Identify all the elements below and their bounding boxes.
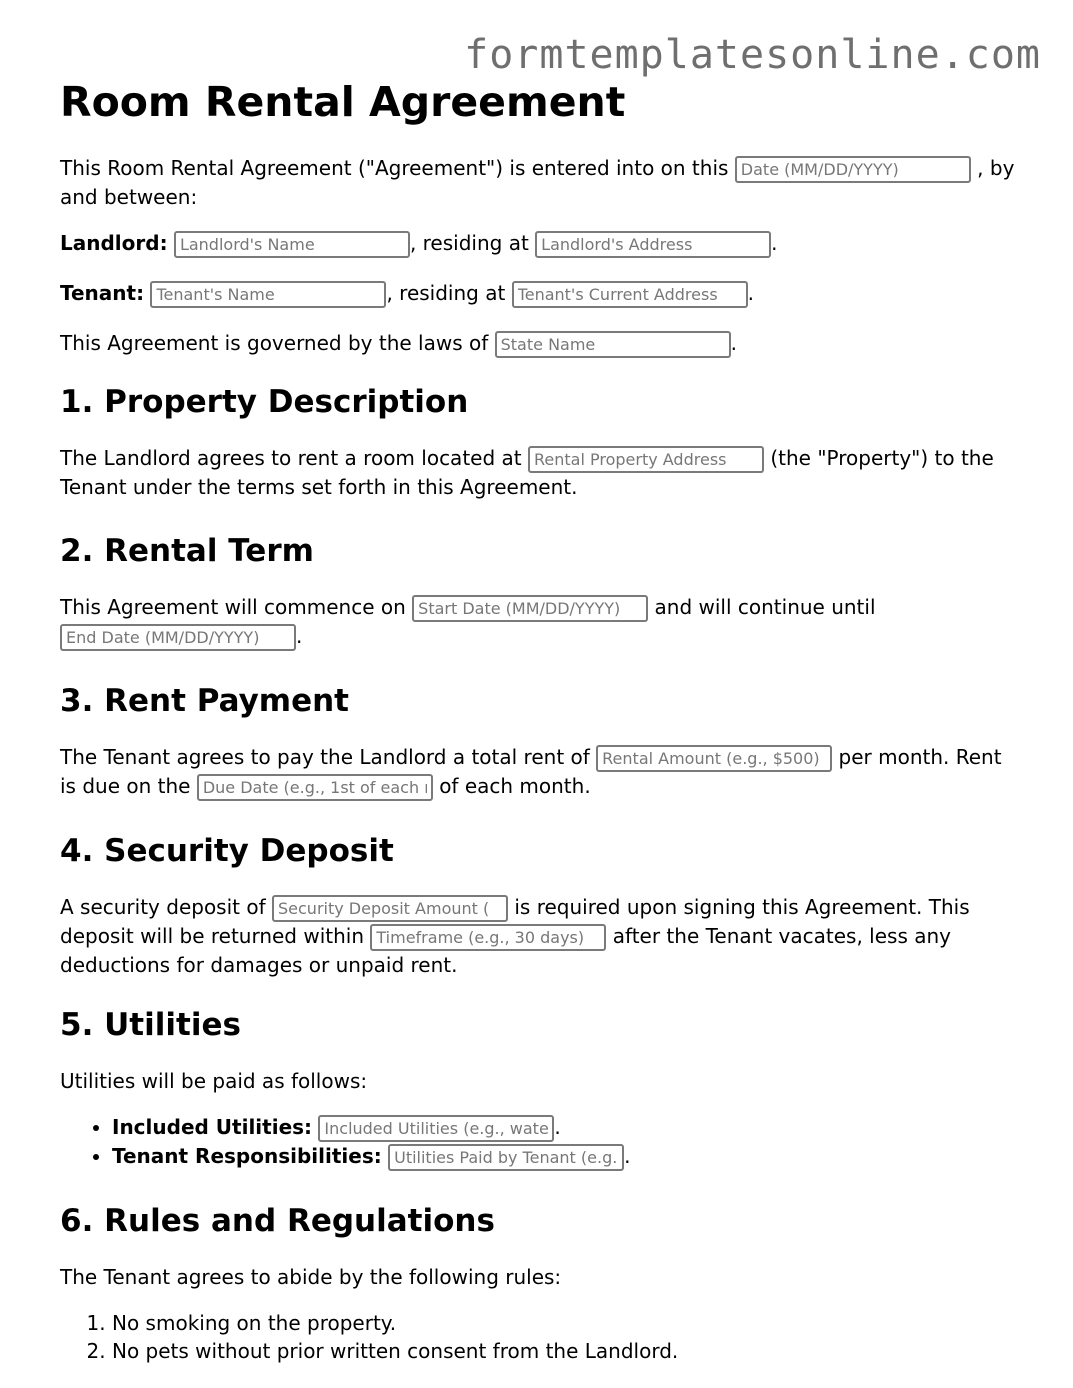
tenant-address-field[interactable] [512,281,748,308]
tenant-responsibilities-label: Tenant Responsibilities: [112,1144,382,1168]
rent-text: The Tenant agrees to pay the Landlord a total rent of [60,745,590,769]
governing-text: This Agreement is governed by the laws of [60,331,489,355]
section-heading-rent: 3. Rent Payment [60,683,349,719]
governing-end: . [730,331,737,355]
section-heading-property: 1. Property Description [60,384,469,420]
section-heading-term: 2. Rental Term [60,533,314,569]
agreement-document [60,78,1020,1365]
tenant-line [60,279,1020,308]
term-paragraph [60,593,1020,651]
utilities-list [60,1113,1020,1171]
utilities-intro: Utilities will be paid as follows: [60,1069,368,1093]
tenant-utilities-end: . [624,1144,631,1168]
start-date-field[interactable] [412,595,648,622]
included-utilities-field[interactable] [318,1115,554,1142]
rental-amount-field[interactable] [596,745,832,772]
agreement-date-field[interactable] [735,156,971,183]
security-deposit-field[interactable] [272,895,508,922]
included-end: . [554,1115,561,1139]
term-text-middle: and will continue until [654,595,876,619]
property-text-after: (the "Property") to the Tenant under the terms set forth in this Agreement. [60,446,994,499]
term-text: This Agreement will commence on [60,595,406,619]
landlord-end: . [771,231,778,255]
tenant-label: Tenant: [60,281,145,305]
deposit-text: A security deposit of [60,895,266,919]
due-date-field[interactable] [197,774,433,801]
landlord-label: Landlord: [60,231,168,255]
landlord-address-field[interactable] [535,231,771,258]
intro-text: This Room Rental Agreement ("Agreement") is entered into on this [60,156,729,180]
section-heading-deposit: 4. Security Deposit [60,833,394,869]
list-item: 1. No smoking on the property. [112,1309,1020,1337]
intro-paragraph [60,154,1020,211]
rent-text-middle: per month. Rent is due on the [60,745,1002,798]
tenant-residing-text: , residing at [386,281,506,305]
end-date-field[interactable] [60,624,296,651]
watermark: formtemplatesonline.com [464,32,1041,78]
deposit-text-middle: is required upon signing this Agreement. This deposit will be returned within [60,895,970,948]
tenant-end: . [747,281,755,305]
state-name-field[interactable] [495,331,731,358]
property-text: The Landlord agrees to rent a room located at [60,446,522,470]
section-heading-rules: 6. Rules and Regulations [60,1203,495,1239]
landlord-line [60,229,1020,258]
deposit-paragraph [60,893,1020,979]
rental-property-address-field[interactable] [528,446,764,473]
rules-list [60,1309,1020,1365]
landlord-residing-text: , residing at [409,231,529,255]
list-item: 2. No pets without prior written consent from the Landlord. [112,1337,1020,1365]
deposit-timeframe-field[interactable] [370,924,606,951]
tenant-utilities-field[interactable] [388,1144,624,1171]
rent-text-after: of each month. [439,774,591,798]
term-end: . [296,624,303,648]
section-heading-utilities: 5. Utilities [60,1007,241,1043]
property-paragraph [60,444,1020,501]
deposit-text-after: after the Tenant vacates, less any deductions for damages or unpaid rent. [60,924,951,977]
rules-intro: The Tenant agrees to abide by the following rules: [60,1265,562,1289]
list-item [112,1142,1020,1171]
included-utilities-label: Included Utilities: [112,1115,313,1139]
rent-paragraph [60,743,1020,801]
governing-line [60,329,1020,358]
landlord-name-field[interactable] [174,231,410,258]
intro-text-after: , by and between: [60,156,1015,209]
list-item [112,1113,1020,1142]
tenant-name-field[interactable] [150,281,386,308]
page-title: Room Rental Agreement [60,78,626,126]
